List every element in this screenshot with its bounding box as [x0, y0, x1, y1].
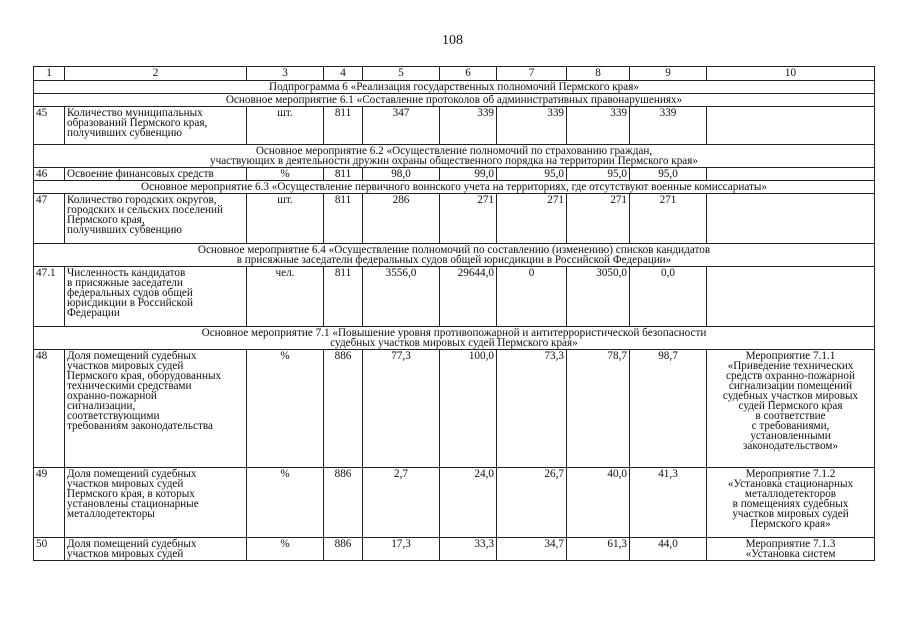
grbs-code: 886 — [324, 350, 363, 468]
measure-6-3-title: Основное мероприятие 6.3 «Осуществление первичного воинского учета на территориях, где отсутствуют военные комиссариаты» — [34, 181, 875, 194]
unit: % — [247, 468, 324, 538]
value-8: 271 — [567, 194, 630, 244]
measure-6-2-title: Основное мероприятие 6.2 «Осуществление полномочий по страхованию граждан, участвующих в деятельности дружин охраны общественного порядка на территории Пермского края» — [34, 145, 875, 168]
section-row — [34, 81, 875, 94]
value-5: 77,3 — [363, 350, 440, 468]
unit: % — [247, 350, 324, 468]
value-6: 100,0 — [440, 350, 497, 468]
value-7: 339 — [497, 107, 567, 145]
table-row — [34, 107, 875, 145]
section-row — [34, 181, 875, 194]
value-6: 271 — [440, 194, 497, 244]
row-number: 50 — [34, 538, 65, 561]
col-header-5: 5 — [363, 67, 440, 81]
indicator-name: Освоение финансовых средств — [65, 168, 247, 181]
value-7: 34,7 — [497, 538, 567, 561]
value-9: 339 — [630, 107, 707, 145]
grbs-code: 811 — [324, 267, 363, 327]
col-header-9: 9 — [630, 67, 707, 81]
measure-6-1-title: Основное мероприятие 6.1 «Составление протоколов об административных правонарушениях» — [34, 94, 875, 107]
section-row — [34, 244, 875, 267]
value-9: 0,0 — [630, 267, 707, 327]
table-row — [34, 538, 875, 561]
value-7: 271 — [497, 194, 567, 244]
grbs-code: 811 — [324, 168, 363, 181]
value-7: 0 — [497, 267, 567, 327]
section-row — [34, 145, 875, 168]
col-header-2: 2 — [65, 67, 247, 81]
value-5: 2,7 — [363, 468, 440, 538]
col-header-6: 6 — [440, 67, 497, 81]
value-9: 44,0 — [630, 538, 707, 561]
value-6: 29644,0 — [440, 267, 497, 327]
note — [707, 168, 875, 181]
unit: % — [247, 538, 324, 561]
page-number: 108 — [442, 33, 463, 48]
indicator-name: Численность кандидатов в присяжные заседатели федеральных судов общей юрисдикции в Российской Федерации — [65, 267, 247, 327]
note — [707, 107, 875, 145]
unit: чел. — [247, 267, 324, 327]
value-8: 3050,0 — [567, 267, 630, 327]
col-header-3: 3 — [247, 67, 324, 81]
row-number: 46 — [34, 168, 65, 181]
note — [707, 267, 875, 327]
row-number: 47 — [34, 194, 65, 244]
value-6: 339 — [440, 107, 497, 145]
unit: % — [247, 168, 324, 181]
note — [707, 194, 875, 244]
section-row — [34, 327, 875, 350]
section-row — [34, 94, 875, 107]
row-number: 48 — [34, 350, 65, 468]
note: Мероприятие 7.1.1 «Приведение технических средств охранно-пожарной сигнализации помещений судебных участков мировых судей Пермского края в соответствие с требованиями, установленными законодательством» — [707, 350, 875, 468]
value-6: 24,0 — [440, 468, 497, 538]
value-8: 95,0 — [567, 168, 630, 181]
value-9: 41,3 — [630, 468, 707, 538]
value-9: 98,7 — [630, 350, 707, 468]
value-8: 40,0 — [567, 468, 630, 538]
indicator-name: Доля помещений судебных участков мировых судей — [65, 538, 247, 561]
grbs-code: 886 — [324, 468, 363, 538]
indicator-name: Количество муниципальных образований Пермского края, получивших субвенцию — [65, 107, 247, 145]
measure-6-4-title: Основное мероприятие 6.4 «Осуществление полномочий по составлению (изменению) списков кандидатов в присяжные заседатели федеральных судов общей юрисдикции в Российской Федерации» — [34, 244, 875, 267]
row-number: 47.1 — [34, 267, 65, 327]
indicator-name: Доля помещений судебных участков мировых судей Пермского края, оборудованных техническими средствами охранно-пожарной сигнализации, соответствующими требованиям законодательства — [65, 350, 247, 468]
subprogram-6-title: Подпрограмма 6 «Реализация государственных полномочий Пермского края» — [34, 81, 875, 94]
unit: шт. — [247, 107, 324, 145]
unit: шт. — [247, 194, 324, 244]
value-9: 95,0 — [630, 168, 707, 181]
value-8: 78,7 — [567, 350, 630, 468]
row-number: 49 — [34, 468, 65, 538]
col-header-8: 8 — [567, 67, 630, 81]
value-7: 26,7 — [497, 468, 567, 538]
note: Мероприятие 7.1.2 «Установка стационарных металлодетекторов в помещениях судебных участков мировых судей Пермского края» — [707, 468, 875, 538]
value-5: 98,0 — [363, 168, 440, 181]
grbs-code: 811 — [324, 107, 363, 145]
table-row — [34, 168, 875, 181]
table-row — [34, 194, 875, 244]
value-6: 33,3 — [440, 538, 497, 561]
col-header-1: 1 — [34, 67, 65, 81]
value-8: 339 — [567, 107, 630, 145]
value-8: 61,3 — [567, 538, 630, 561]
measure-7-1-title: Основное мероприятие 7.1 «Повышение уровня противопожарной и антитеррористической безопасности судебных участков мировых судей Пермского края» — [34, 327, 875, 350]
value-9: 271 — [630, 194, 707, 244]
grbs-code: 811 — [324, 194, 363, 244]
value-7: 73,3 — [497, 350, 567, 468]
value-5: 3556,0 — [363, 267, 440, 327]
value-5: 17,3 — [363, 538, 440, 561]
table-row — [34, 267, 875, 327]
table-row — [34, 350, 875, 468]
indicator-name: Количество городских округов, городских и сельских поселений Пермского края, получивших субвенцию — [65, 194, 247, 244]
indicators-table — [33, 66, 875, 561]
grbs-code: 886 — [324, 538, 363, 561]
note: Мероприятие 7.1.3 «Установка систем — [707, 538, 875, 561]
value-5: 286 — [363, 194, 440, 244]
value-6: 99,0 — [440, 168, 497, 181]
col-header-10: 10 — [707, 67, 875, 81]
indicator-name: Доля помещений судебных участков мировых судей Пермского края, в которых установлены стационарные металлодетекторы — [65, 468, 247, 538]
col-header-7: 7 — [497, 67, 567, 81]
col-header-4: 4 — [324, 67, 363, 81]
value-7: 95,0 — [497, 168, 567, 181]
column-header-row — [34, 67, 875, 81]
table-row — [34, 468, 875, 538]
row-number: 45 — [34, 107, 65, 145]
value-5: 347 — [363, 107, 440, 145]
